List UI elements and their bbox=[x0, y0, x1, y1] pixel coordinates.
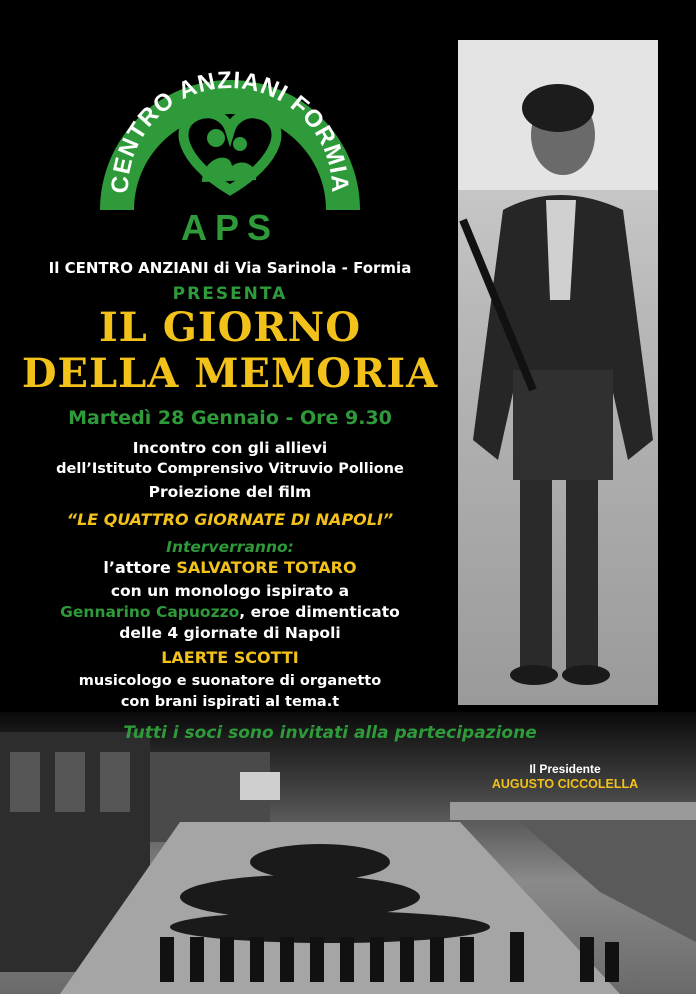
speaker-2-name: LAERTE SCOTTI bbox=[161, 648, 299, 667]
invite-text: Tutti i soci sono invitati alla partecipazione bbox=[123, 723, 537, 743]
centro-anziani-logo bbox=[80, 40, 380, 250]
speaker-1-hero-suffix: , eroe dimenticato bbox=[239, 603, 400, 621]
heart-family-icon bbox=[184, 113, 277, 190]
title-line-1: IL GIORNO bbox=[98, 304, 362, 351]
speaker-2-line-3: con brani ispirati al tema.t bbox=[120, 694, 340, 710]
speaker-1-line-2: con un monologo ispirato a bbox=[110, 582, 350, 600]
speaker-1-line bbox=[20, 558, 440, 578]
logo-acronym: APS bbox=[180, 207, 280, 248]
event-line-1: Incontro con gli allievi bbox=[132, 439, 328, 457]
speaker-1-line-3 bbox=[20, 602, 440, 622]
historical-photo-boy bbox=[458, 40, 658, 705]
logo-arc-text: CENTRO ANZIANI FORMIA bbox=[106, 66, 354, 194]
signature-role: Il Presidente bbox=[529, 762, 601, 776]
historical-photo-street bbox=[0, 712, 696, 994]
signature-name: AUGUSTO CICCOLELLA bbox=[491, 777, 639, 791]
presenta-label: PRESENTA bbox=[172, 284, 288, 304]
event-line-3: Proiezione del film bbox=[148, 483, 312, 501]
speakers-heading: Interverranno: bbox=[166, 538, 294, 556]
event-date: Martedì 28 Gennaio - Ore 9.30 bbox=[68, 407, 392, 429]
speaker-2-line-2: musicologo e suonatore di organetto bbox=[78, 673, 382, 689]
intro-text: Il CENTRO ANZIANI di Via Sarinola - Formia bbox=[48, 259, 412, 277]
speaker-1-prefix: l’attore bbox=[103, 558, 177, 577]
speaker-1-line-4: delle 4 giornate di Napoli bbox=[119, 624, 341, 642]
title-line-2: DELLA MEMORIA bbox=[21, 350, 439, 397]
speaker-1-hero: Gennarino Capuozzo bbox=[60, 603, 240, 621]
speaker-1-name: SALVATORE TOTARO bbox=[176, 558, 357, 577]
film-title: “LE QUATTRO GIORNATE DI NAPOLI” bbox=[66, 510, 394, 529]
event-line-2: dell’Istituto Comprensivo Vitruvio Pollione bbox=[56, 461, 404, 477]
